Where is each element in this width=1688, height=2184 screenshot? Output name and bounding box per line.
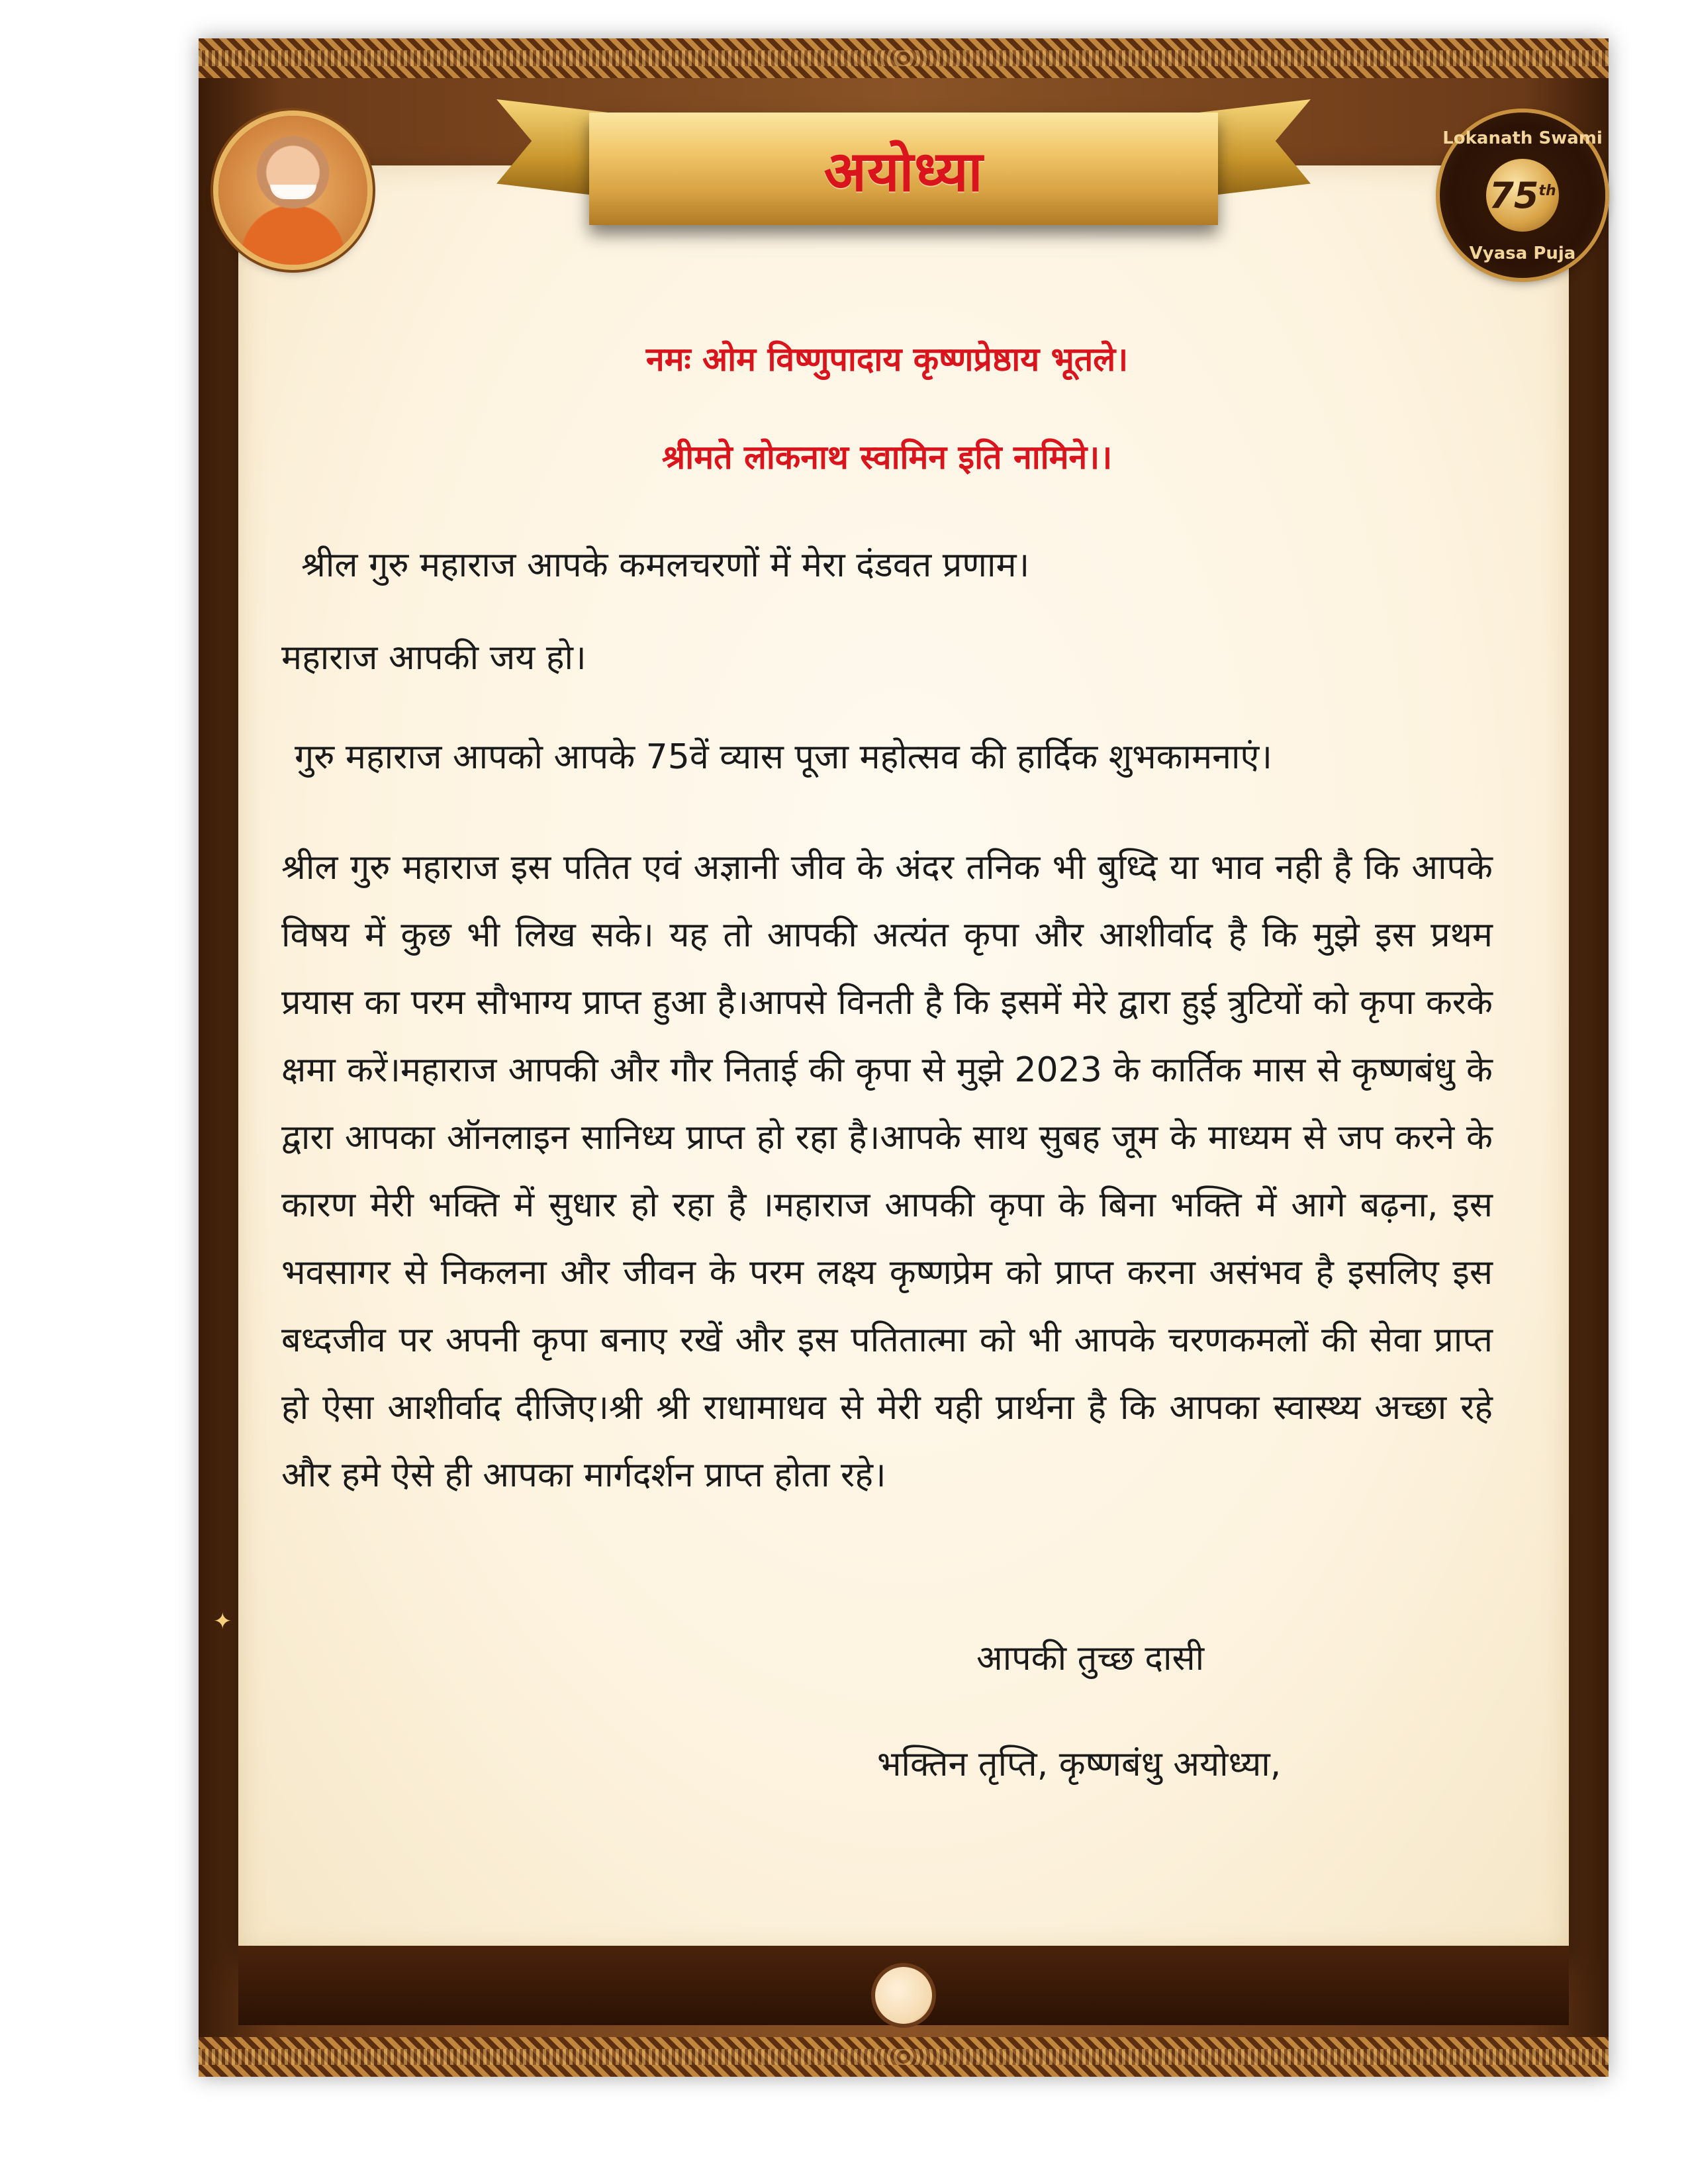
frame-bottom-border — [199, 2037, 1609, 2077]
greeting-wishes: गुरु महाराज आपको आपके 75वें व्यास पूजा महोत्सव की हार्दिक शुभकामनाएं। — [295, 737, 1272, 777]
badge-medal-icon — [1486, 159, 1559, 232]
frame-top-border — [199, 38, 1609, 78]
badge-top-text: Lokanath Swami — [1442, 128, 1603, 148]
vyasa-puja-75-badge — [1440, 113, 1605, 278]
letter-body: श्रील गुरु महाराज इस पतित एवं अज्ञानी जीव के अंदर तनिक भी बुध्दि या भाव नही है कि आपके विषय में कुछ भी लिख सके। यह तो आपकी अत्यंत कृपा और आशीर्वाद है कि मुझे इस प्रथम प्रयास का परम सौभाग्य प्राप्त हुआ है।आपसे विनती है कि इसमें मेरे द्वारा हुई त्रुटियों को कृपा करके क्षमा करें।महाराज आपकी और गौर निताई की कृपा से मुझे 2023 के कार्तिक मास से कृष्णबंधु के द्वारा आपका ऑनलाइन सानिध्य प्राप्त हो रहा है।आपके साथ सुबह जूम के माध्यम से जप करने के कारण मेरी भक्ति में सुधार हो रहा है ।महाराज आपकी कृपा के बिना भक्ति में आगे बढ़ना, इस भवसागर से निकलना और जीवन के परम लक्ष्य कृष्णप्रेम को प्राप्त करना असंभव है इसलिए इस बध्दजीव पर अपनी कृपा बनाए रखें और इस पतितात्मा को भी आपके चरणकमलों की सेवा प्राप्त हो ऐसा आशीर्वाद दीजिए।श्री श्री राधामाधव से मेरी यही प्रार्थना है कि आपका स्वास्थ्य अच्छा रहे और हमे ऐसे ही आपका मार्गदर्शन प्राप्त होता रहे। — [281, 848, 1493, 1495]
badge-number: 75 — [1489, 174, 1539, 216]
title-ribbon — [589, 113, 1218, 225]
page-title: अयोध्या — [823, 138, 984, 204]
mantra-line-2: श्रीमते लोकनाथ स्वामिन इति नामिने।। — [661, 438, 1113, 477]
signature-line: भक्तिन तृप्ति, कृष्णबंधु अयोध्या, — [877, 1745, 1282, 1784]
scroll-knob-icon — [875, 1967, 932, 2024]
guru-portrait-avatar — [218, 116, 367, 265]
badge-bottom-text: Vyasa Puja — [1469, 244, 1576, 263]
sparkle-icon: ✦ — [213, 1608, 232, 1635]
closing-line: आपकी तुच्छ दासी — [976, 1639, 1205, 1678]
badge-number-wrap — [1489, 175, 1556, 216]
badge-suffix: th — [1538, 182, 1556, 199]
mantra-line-1: नमः ओम विष्णुपादाय कृष्णप्रेष्ठाय भूतले। — [645, 340, 1129, 379]
greeting-pranam: श्रील गुरु महाराज आपके कमलचरणों में मेरा दंडवत प्रणाम। — [301, 545, 1030, 585]
greeting-jay: महाराज आपकी जय हो। — [281, 638, 586, 678]
